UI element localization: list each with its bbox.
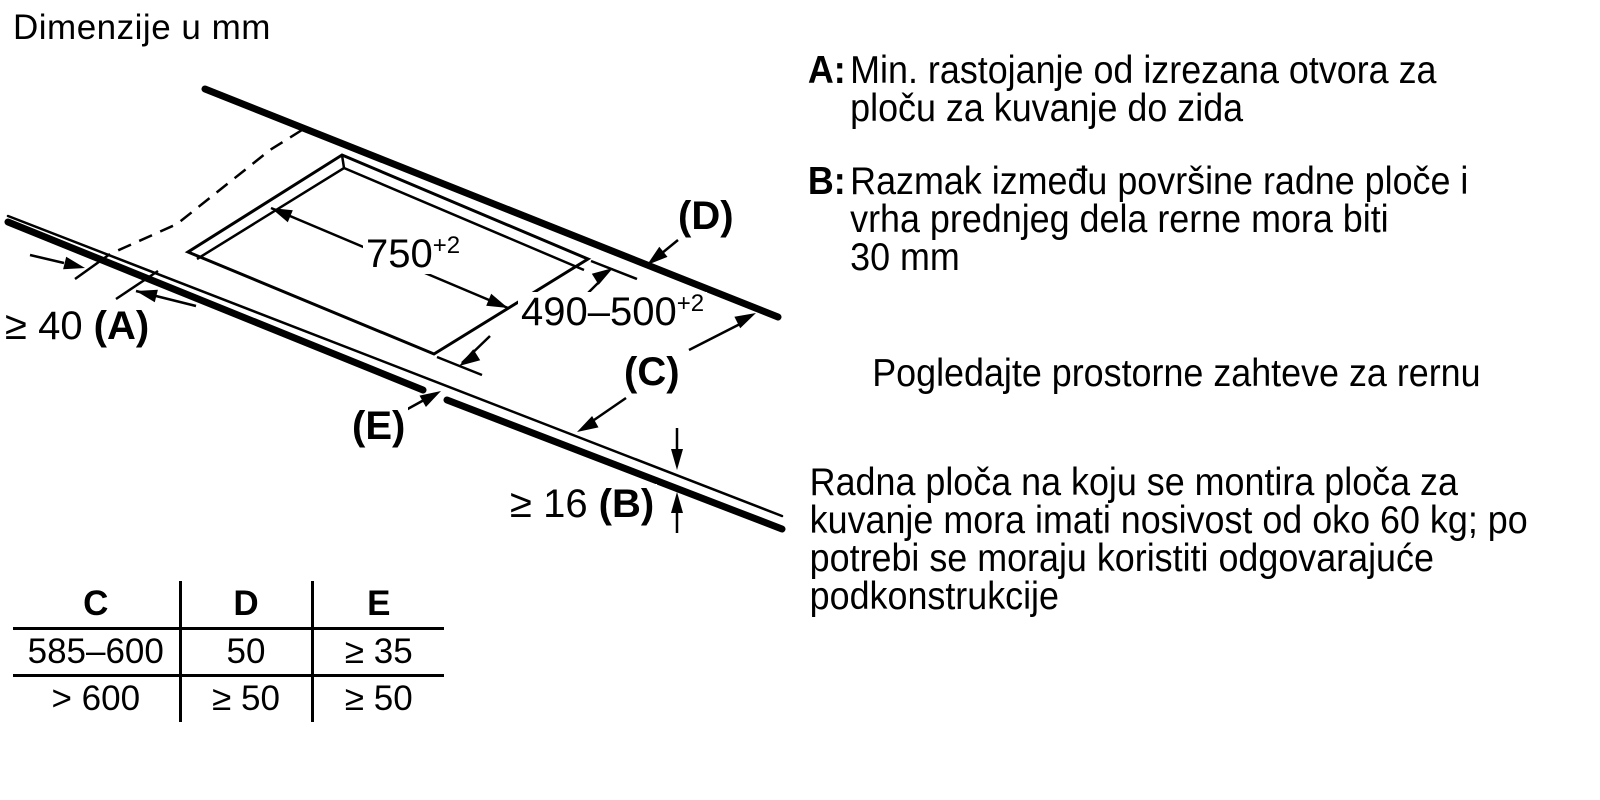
table-cell: 50 [180, 628, 312, 675]
note-b-text-line: 30 mm [850, 236, 960, 279]
label-e-leader-arrow [404, 391, 441, 411]
note-see-oven-requirements: Pogledajte prostorne zahteve za rernu [872, 352, 1481, 395]
table-header-row [13, 581, 444, 628]
table-header-c: C [13, 581, 180, 628]
label-c: (C) [621, 352, 683, 392]
dimension-750-label: $750^{+2}$ [363, 234, 463, 274]
note-b-text-line: vrha prednjeg dela rerne mora biti [850, 198, 1389, 241]
notes-column [806, 0, 1542, 800]
table-cell: > 600 [51, 679, 141, 719]
note-load-text-line: podkonstrukcije [809, 575, 1059, 618]
worktop-cutout-diagram [0, 0, 800, 615]
clearance-dimensions-table [13, 581, 444, 722]
table-header-e: E [312, 581, 444, 628]
table-cell: ≥ 35 [312, 628, 444, 675]
note-a-text-line: ploču za kuvanje do zida [850, 87, 1244, 130]
table-row [13, 628, 444, 675]
note-load-text-line: Radna ploča na koju se montira ploča za [809, 461, 1458, 504]
label-d: (D) [675, 196, 737, 236]
dimension-a-label: ≥ 40 (A) [2, 306, 152, 346]
note-load-text-line: kuvanje mora imati nosivost od oko 60 kg; po [809, 499, 1528, 542]
label-d-leader-arrow [647, 240, 678, 265]
table-row [13, 675, 444, 722]
note-b-label: B: [807, 160, 846, 203]
dimension-b-label: ≥ 16 (B) [507, 484, 657, 524]
table-cell: ≥ 50 [180, 675, 312, 722]
dimension-490-500-label: $490-500^{+2}$ [518, 292, 707, 332]
table-header-d: D [180, 581, 312, 628]
dimension-b-arrows [671, 428, 683, 533]
note-load-text-line: potrebi se moraju koristiti odgovarajuće [809, 537, 1434, 580]
table-cell: ≥ 50 [344, 679, 413, 719]
note-a-text-line: Min. rastojanje od izrezana otvora za [850, 49, 1437, 92]
note-b-text-line: Razmak između površine radne ploče i [850, 160, 1469, 203]
label-e: (E) [349, 406, 408, 446]
table-cell: 585–600 [13, 628, 180, 675]
page-title: Dimenzije u mm [13, 8, 271, 47]
note-a-label: A: [807, 49, 846, 92]
